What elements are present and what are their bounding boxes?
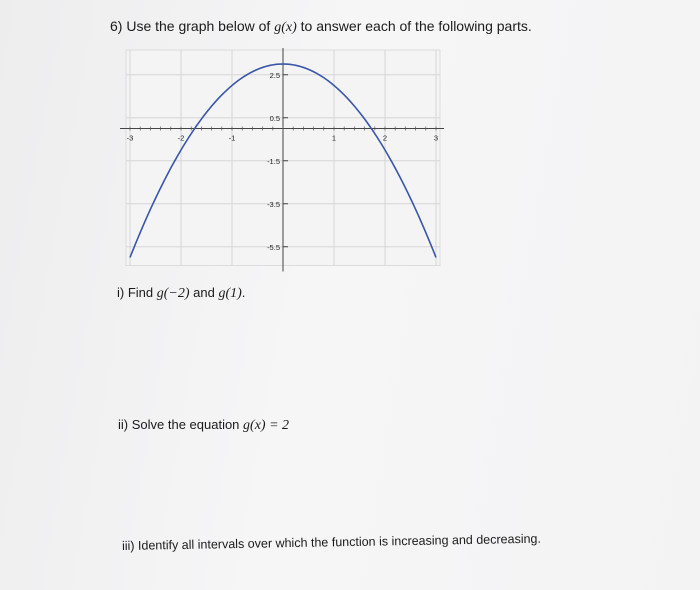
y-tick-label: -3.5 [267, 199, 280, 209]
x-tick-label: -3 [126, 133, 134, 143]
part-iii: iii) Identify all intervals over which the function is increasing and decreasing. [121, 531, 542, 553]
x-tick-label: -2 [177, 133, 185, 143]
title-prefix: 6) Use the graph below of [110, 18, 275, 34]
part-i-expr-b: g(1) [218, 286, 242, 301]
x-tick-label: 3 [433, 133, 439, 143]
part-ii-equation: g(x) = 2 [243, 418, 290, 433]
x-tick-label: 1 [331, 133, 337, 143]
y-tick-label: -5.5 [267, 242, 280, 252]
y-tick-label: 0.5 [269, 113, 280, 123]
title-function: g(x) [274, 20, 297, 35]
y-tick-label: -1.5 [267, 156, 280, 166]
part-i-expr-a: g(−2) [156, 286, 190, 301]
part-i-end: . [241, 285, 246, 300]
part-i [117, 285, 245, 302]
y-tick-label: 2.5 [269, 70, 280, 80]
x-tick-label: -1 [228, 133, 236, 143]
part-i-prefix: i) Find [117, 285, 157, 300]
part-i-and: and [189, 285, 219, 300]
part-ii [118, 417, 289, 434]
part-ii-prefix: ii) Solve the equation [118, 417, 244, 432]
title-suffix: to answer each of the following parts. [296, 18, 532, 34]
x-tick-label: 2 [382, 133, 388, 143]
